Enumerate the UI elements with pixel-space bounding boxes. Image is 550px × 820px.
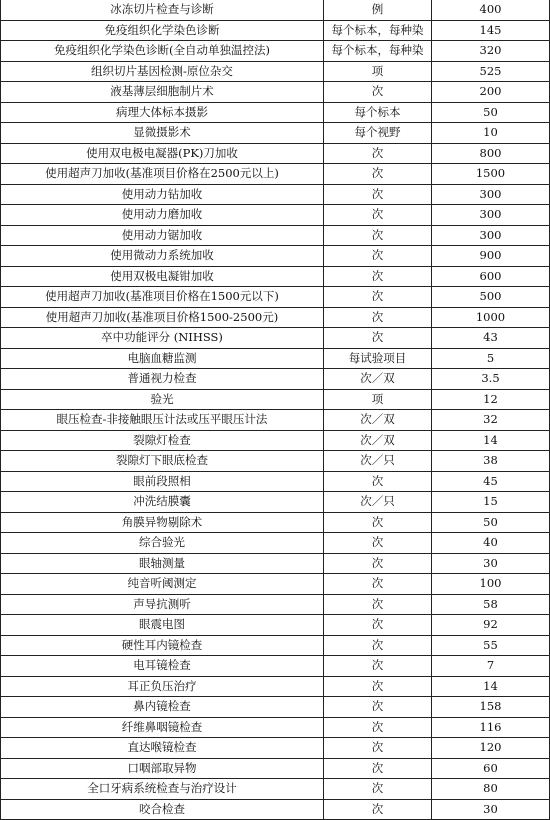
unit-cell: 次 — [324, 328, 432, 349]
item-name-cell: 使用微动力系统加收 — [1, 246, 324, 267]
table-row — [1, 553, 550, 574]
table-row — [1, 41, 550, 62]
unit-cell: 每个标本 — [324, 102, 432, 123]
unit-cell: 次 — [324, 799, 432, 820]
item-name-cell: 眼震电图 — [1, 615, 324, 636]
price-cell: 5 — [432, 348, 550, 369]
table-row — [1, 82, 550, 103]
item-name-cell: 鼻内镜检查 — [1, 697, 324, 718]
price-cell: 14 — [432, 430, 550, 451]
table-row — [1, 102, 550, 123]
price-cell: 60 — [432, 758, 550, 779]
item-name-cell: 使用动力磨加收 — [1, 205, 324, 226]
item-name-cell: 病理大体标本摄影 — [1, 102, 324, 123]
unit-cell: 次 — [324, 779, 432, 800]
table-row — [1, 123, 550, 144]
unit-cell: 次 — [324, 512, 432, 533]
price-cell: 145 — [432, 20, 550, 41]
price-cell: 500 — [432, 287, 550, 308]
price-cell: 80 — [432, 779, 550, 800]
item-name-cell: 纯音听阈测定 — [1, 574, 324, 595]
table-row — [1, 758, 550, 779]
price-cell: 525 — [432, 61, 550, 82]
price-cell: 300 — [432, 205, 550, 226]
table-row — [1, 451, 550, 472]
price-cell: 1000 — [432, 307, 550, 328]
unit-cell: 次 — [324, 656, 432, 677]
item-name-cell: 液基薄层细胞制片术 — [1, 82, 324, 103]
unit-cell: 每个视野 — [324, 123, 432, 144]
price-cell: 15 — [432, 492, 550, 513]
price-cell: 200 — [432, 82, 550, 103]
price-cell: 3.5 — [432, 369, 550, 390]
item-name-cell: 声导抗测听 — [1, 594, 324, 615]
unit-cell: 次 — [324, 225, 432, 246]
item-name-cell: 组织切片基因检测-原位杂交 — [1, 61, 324, 82]
table-row — [1, 0, 550, 20]
price-cell: 100 — [432, 574, 550, 595]
unit-cell: 次 — [324, 82, 432, 103]
item-name-cell: 使用动力锯加收 — [1, 225, 324, 246]
price-cell: 400 — [432, 0, 550, 20]
price-cell: 1500 — [432, 164, 550, 185]
table-row — [1, 635, 550, 656]
item-name-cell: 角膜异物剔除术 — [1, 512, 324, 533]
unit-cell: 项 — [324, 61, 432, 82]
item-name-cell: 纤维鼻咽镜检查 — [1, 717, 324, 738]
price-cell: 43 — [432, 328, 550, 349]
price-cell: 92 — [432, 615, 550, 636]
table-row — [1, 61, 550, 82]
table-row — [1, 799, 550, 820]
item-name-cell: 冰冻切片检查与诊断 — [1, 0, 324, 20]
unit-cell: 次 — [324, 697, 432, 718]
unit-cell: 次／只 — [324, 492, 432, 513]
unit-cell: 次 — [324, 615, 432, 636]
table-row — [1, 389, 550, 410]
price-cell: 300 — [432, 225, 550, 246]
unit-cell: 次 — [324, 738, 432, 759]
table-row — [1, 246, 550, 267]
unit-cell: 次 — [324, 143, 432, 164]
unit-cell: 次／双 — [324, 369, 432, 390]
table-row — [1, 512, 550, 533]
price-cell: 300 — [432, 184, 550, 205]
price-cell: 50 — [432, 102, 550, 123]
item-name-cell: 裂隙灯检查 — [1, 430, 324, 451]
unit-cell: 次 — [324, 533, 432, 554]
price-cell: 50 — [432, 512, 550, 533]
price-cell: 116 — [432, 717, 550, 738]
unit-cell: 次 — [324, 594, 432, 615]
unit-cell: 次 — [324, 184, 432, 205]
table-body — [1, 0, 550, 820]
unit-cell: 次／只 — [324, 451, 432, 472]
price-cell: 58 — [432, 594, 550, 615]
item-name-cell: 眼轴测量 — [1, 553, 324, 574]
unit-cell: 次 — [324, 307, 432, 328]
unit-cell: 每个标本，每种染 — [324, 41, 432, 62]
item-name-cell: 普通视力检查 — [1, 369, 324, 390]
item-name-cell: 免疫组织化学染色诊断(全自动单独温控法) — [1, 41, 324, 62]
table-row — [1, 492, 550, 513]
item-name-cell: 眼前段照相 — [1, 471, 324, 492]
item-name-cell: 免疫组织化学染色诊断 — [1, 20, 324, 41]
unit-cell: 次 — [324, 574, 432, 595]
item-name-cell: 显微摄影术 — [1, 123, 324, 144]
item-name-cell: 冲洗结膜囊 — [1, 492, 324, 513]
unit-cell: 次 — [324, 635, 432, 656]
table-row — [1, 287, 550, 308]
price-cell: 900 — [432, 246, 550, 267]
item-name-cell: 裂隙灯下眼底检查 — [1, 451, 324, 472]
unit-cell: 次 — [324, 287, 432, 308]
unit-cell: 次 — [324, 676, 432, 697]
price-cell: 30 — [432, 799, 550, 820]
price-cell: 320 — [432, 41, 550, 62]
item-name-cell: 硬性耳内镜检查 — [1, 635, 324, 656]
item-name-cell: 使用双电极电凝器(PK)刀加收 — [1, 143, 324, 164]
table-row — [1, 369, 550, 390]
item-name-cell: 电耳镜检查 — [1, 656, 324, 677]
price-cell: 45 — [432, 471, 550, 492]
item-name-cell: 卒中功能评分 (NIHSS) — [1, 328, 324, 349]
unit-cell: 每个标本，每种染 — [324, 20, 432, 41]
unit-cell: 次 — [324, 246, 432, 267]
table-row — [1, 676, 550, 697]
unit-cell: 次 — [324, 758, 432, 779]
unit-cell: 例 — [324, 0, 432, 20]
item-name-cell: 全口牙病系统检查与治疗设计 — [1, 779, 324, 800]
unit-cell: 项 — [324, 389, 432, 410]
item-name-cell: 使用超声刀加收(基准项目价格在2500元以上) — [1, 164, 324, 185]
table-row — [1, 328, 550, 349]
price-cell: 40 — [432, 533, 550, 554]
price-cell: 158 — [432, 697, 550, 718]
table-row — [1, 430, 550, 451]
price-cell: 10 — [432, 123, 550, 144]
table-row — [1, 738, 550, 759]
item-name-cell: 电脑血糖监测 — [1, 348, 324, 369]
table-row — [1, 20, 550, 41]
item-name-cell: 使用超声刀加收(基准项目价格在1500元以下) — [1, 287, 324, 308]
table-row — [1, 266, 550, 287]
table-row — [1, 574, 550, 595]
item-name-cell: 口咽部取异物 — [1, 758, 324, 779]
table-row — [1, 205, 550, 226]
table-row — [1, 348, 550, 369]
unit-cell: 次 — [324, 553, 432, 574]
price-cell: 55 — [432, 635, 550, 656]
table-row — [1, 143, 550, 164]
item-name-cell: 耳正负压治疗 — [1, 676, 324, 697]
table-row — [1, 471, 550, 492]
table-row — [1, 717, 550, 738]
price-cell: 30 — [432, 553, 550, 574]
item-name-cell: 咬合检查 — [1, 799, 324, 820]
table-row — [1, 225, 550, 246]
table-row — [1, 615, 550, 636]
price-cell: 14 — [432, 676, 550, 697]
table-row — [1, 533, 550, 554]
price-cell: 600 — [432, 266, 550, 287]
price-cell: 12 — [432, 389, 550, 410]
table-row — [1, 779, 550, 800]
unit-cell: 次 — [324, 717, 432, 738]
unit-cell: 次／双 — [324, 430, 432, 451]
price-cell: 32 — [432, 410, 550, 431]
table-row — [1, 184, 550, 205]
item-name-cell: 使用双极电凝钳加收 — [1, 266, 324, 287]
item-name-cell: 验光 — [1, 389, 324, 410]
unit-cell: 次 — [324, 266, 432, 287]
price-cell: 38 — [432, 451, 550, 472]
unit-cell: 次／双 — [324, 410, 432, 431]
table-row — [1, 307, 550, 328]
item-name-cell: 综合验光 — [1, 533, 324, 554]
unit-cell: 次 — [324, 205, 432, 226]
table-row — [1, 164, 550, 185]
price-cell: 7 — [432, 656, 550, 677]
item-name-cell: 直达喉镜检查 — [1, 738, 324, 759]
item-name-cell: 眼压检查-非接触眼压计法或压平眼压计法 — [1, 410, 324, 431]
item-name-cell: 使用动力钻加收 — [1, 184, 324, 205]
unit-cell: 每试验项目 — [324, 348, 432, 369]
price-cell: 120 — [432, 738, 550, 759]
table-row — [1, 594, 550, 615]
table-row — [1, 697, 550, 718]
unit-cell: 次 — [324, 471, 432, 492]
price-cell: 800 — [432, 143, 550, 164]
unit-cell: 次 — [324, 164, 432, 185]
table-row — [1, 410, 550, 431]
item-name-cell: 使用超声刀加收(基准项目价格1500-2500元) — [1, 307, 324, 328]
table-row — [1, 656, 550, 677]
